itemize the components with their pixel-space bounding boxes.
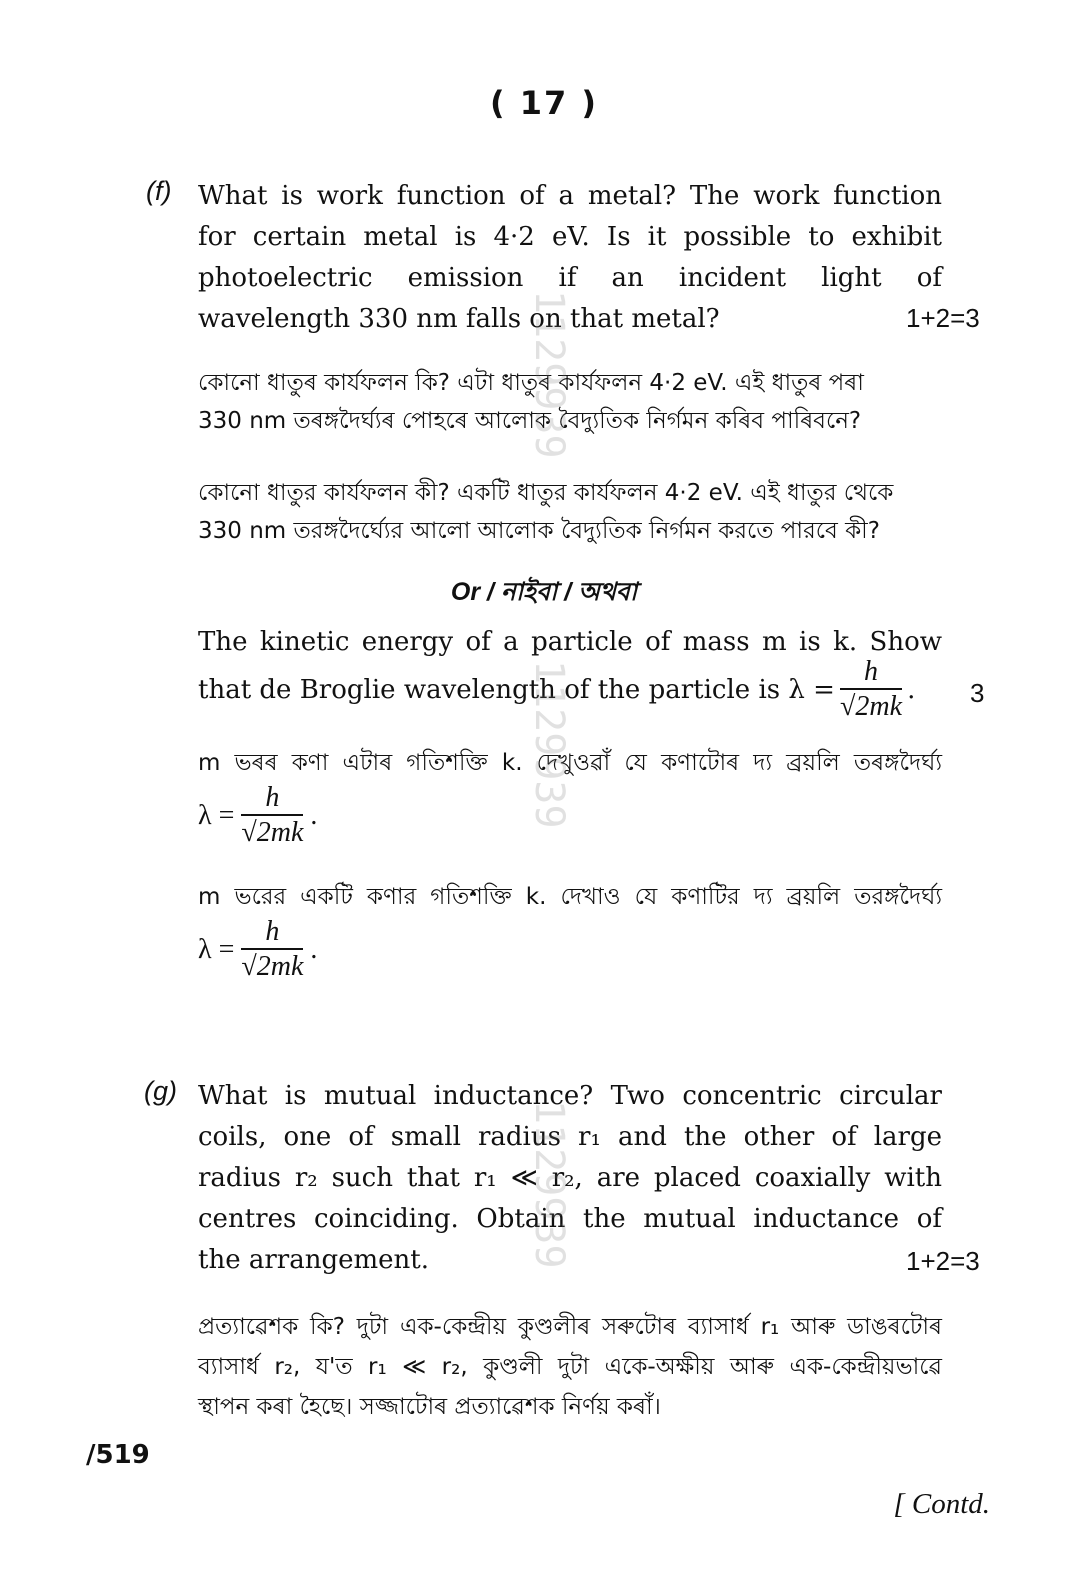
question-g-line-1: What is mutual inductance? Two concentric circular (198, 1081, 942, 1111)
question-f-bengali-line-2: 330 nm তরঙ্গদৈর্ঘ্যের আলো আলোক বৈদ্যুতিক নির্গমন করতে পারবে কী? (198, 518, 880, 544)
question-f-assamese-line-2: 330 nm তৰঙ্গদৈৰ্ঘ্যৰ পোহৰে আলোক বৈদ্যুতিক নিৰ্গমন কৰিব পাৰিবনে? (198, 408, 862, 434)
question-g-line-5: the arrangement. (198, 1245, 429, 1275)
watermark-serial: 1129939 (526, 660, 572, 829)
formula-lhs: λ = (198, 800, 235, 831)
question-f-alt-assamese-line: m ভৰৰ কণা এটাৰ গতিশক্তি k. দেখুওৱাঁ যে কণাটোৰ দ্য ব্ৰয়লি তৰঙ্গদৈৰ্ঘ্য (198, 750, 942, 776)
formula-denominator: √2mk (840, 691, 903, 722)
formula-numerator: h (840, 656, 902, 690)
question-g-marks: 1+2=3 (906, 1246, 980, 1276)
page-number: ( 17 ) (489, 84, 599, 122)
watermark-serial: 1129939 (526, 1100, 572, 1269)
question-f-assamese-line-1: কোনো ধাতুৰ কাৰ্যফলন কি? এটা ধাতুৰ কাৰ্যফলন 4·2 eV. এই ধাতুৰ পৰা (198, 370, 864, 396)
question-f-line-3: photoelectric emission if an incident light of (198, 263, 942, 293)
formula-fraction-bengali (241, 916, 303, 984)
question-f-alt-bengali-line: m ভরের একটি কণার গতিশক্তি k. দেখাও যে কণাটির দ্য ব্রয়লি তরঙ্গদৈর্ঘ্য (198, 884, 942, 910)
or-separator: Or / নাইবা / অথবা (450, 578, 638, 606)
question-f-line-1: What is work function of a metal? The work function (198, 181, 942, 211)
formula-numerator: h (241, 916, 303, 950)
question-f-line-2: for certain metal is 4·2 eV. Is it possible to exhibit (198, 222, 942, 252)
question-g-label: (g) (144, 1076, 177, 1106)
question-g-line-3: radius r₂ such that r₁ ≪ r₂, are placed coaxially with (198, 1163, 942, 1193)
question-g-assamese-line-3: স্থাপন কৰা হৈছে। সজ্জাটোৰ প্ৰত্যাৱেশক নিৰ্ণয় কৰাঁ। (198, 1394, 661, 1420)
watermark-serial: 1129939 (526, 290, 572, 459)
formula-period: . (310, 934, 318, 965)
question-f-alt-marks: 3 (970, 678, 985, 708)
de-broglie-formula-fraction (840, 656, 902, 724)
formula-period: . (907, 675, 916, 705)
formula-bengali (198, 916, 317, 984)
formula-assamese (198, 782, 317, 850)
question-g-assamese-line-1: প্ৰত্যাৱেশক কি? দুটা এক-কেন্দ্ৰীয় কুণ্ডলীৰ সৰুটোৰ ব্যাসাৰ্ধ r₁ আৰু ডাঙৰটোৰ (198, 1314, 942, 1340)
question-f-alt-line-1: The kinetic energy of a particle of mass m is k. Show (198, 627, 942, 657)
question-g-assamese-line-2: ব্যাসাৰ্ধ r₂, য'ত r₁ ≪ r₂, কুণ্ডলী দুটা একে-অক্ষীয় আৰু এক-কেন্দ্ৰীয়ভাৱে (198, 1354, 942, 1380)
question-g-line-4: centres coinciding. Obtain the mutual inductance of (198, 1204, 942, 1234)
question-f-label: (f) (146, 176, 172, 206)
formula-fraction-assamese (241, 782, 303, 850)
question-f-marks: 1+2=3 (906, 303, 980, 333)
question-g-line-2: coils, one of small radius r₁ and the other of large (198, 1122, 942, 1152)
formula-denominator: √2mk (241, 817, 304, 848)
formula-denominator: √2mk (241, 951, 304, 982)
paper-code: /519 (86, 1440, 150, 1470)
question-f-bengali-line-1: কোনো ধাতুর কার্যফলন কী? একটি ধাতুর কার্যফলন 4·2 eV. এই ধাতুর থেকে (198, 480, 894, 506)
formula-numerator: h (241, 782, 303, 816)
continued-marker: [ Contd. (893, 1488, 990, 1520)
question-f-alt-line-2-text: that de Broglie wavelength of the particle is λ = (198, 675, 835, 705)
formula-lhs: λ = (198, 934, 235, 965)
question-f-line-4: wavelength 330 nm falls on that metal? (198, 304, 720, 334)
formula-period: . (310, 800, 318, 831)
